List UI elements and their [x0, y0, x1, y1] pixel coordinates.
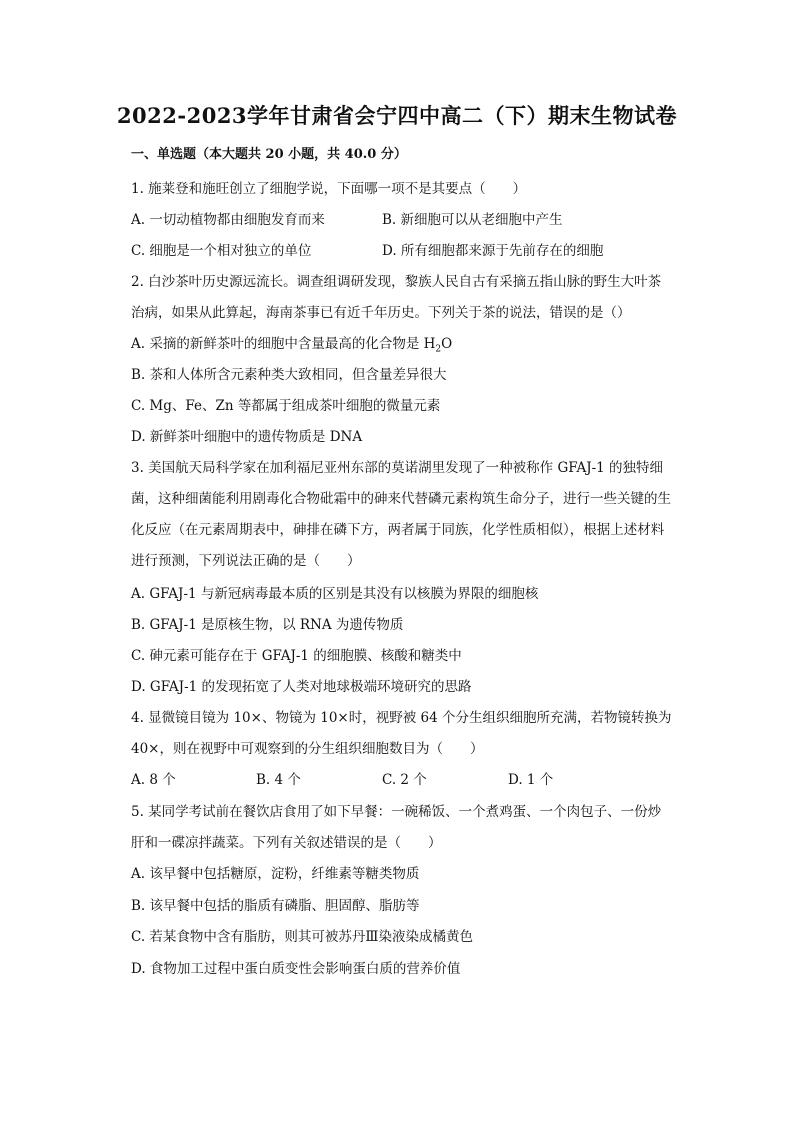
q2-option-a-text: A. 采摘的新鲜茶叶的细胞中含量最高的化合物是 H — [131, 336, 436, 352]
q5-option-a: A. 该早餐中包括糖原，淀粉，纤维素等糖类物质 — [131, 866, 420, 882]
q2-option-b: B. 茶和人体所含元素种类大致相同，但含量差异很大 — [131, 367, 447, 383]
q5-option-b: B. 该早餐中包括的脂质有磷脂、胆固醇、脂肪等 — [131, 898, 420, 914]
page-title: 2022-2023学年甘肃省会宁四中高二（下）期末生物试卷 — [116, 103, 678, 128]
q2-option-c: C. Mg、Fe、Zn 等都属于组成茶叶细胞的微量元素 — [131, 398, 441, 414]
q4-option-a: A. 8 个 — [131, 772, 176, 788]
q1-option-d: D. 所有细胞都来源于先前存在的细胞 — [382, 243, 604, 259]
q2-stem-line-2: 治病，如果从此算起，海南茶事已有近千年历史。下列关于茶的说法，错误的是（） — [131, 305, 631, 321]
q3-stem-line-4: 进行预测，下列说法正确的是（ ） — [131, 553, 361, 569]
q1-option-b: B. 新细胞可以从老细胞中产生 — [382, 212, 563, 228]
q4-option-c: C. 2 个 — [382, 772, 427, 788]
q4-option-d: D. 1 个 — [508, 772, 554, 788]
q2-stem-line-1: 2. 白沙茶叶历史源远流长。调查组调研发现，黎族人民自古有采摘五指山脉的野生大叶茶 — [131, 274, 662, 290]
q3-stem-line-2: 菌，这种细菌能利用剧毒化合物砒霜中的砷来代替磷元素构筑生命分子，进行一些关键的生 — [131, 491, 671, 507]
q1-stem: 1. 施莱登和施旺创立了细胞学说，下面哪一项不是其要点（ ） — [131, 181, 527, 197]
q4-stem-line-1: 4. 显微镜目镜为 10×、物镜为 10×时，视野被 64 个分生组织细胞所充满，若物镜转换为 — [131, 710, 672, 726]
q3-option-d: D. GFAJ-1 的发现拓宽了人类对地球极端环境研究的思路 — [131, 679, 472, 695]
q2-option-d: D. 新鲜茶叶细胞中的遗传物质是 DNA — [131, 429, 363, 445]
q3-stem-line-3: 化反应（在元素周期表中，砷排在磷下方，两者属于同族，化学性质相似），根据上述材料 — [131, 522, 665, 538]
q5-option-d: D. 食物加工过程中蛋白质变性会影响蛋白质的营养价值 — [131, 961, 461, 977]
q1-option-c: C. 细胞是一个相对独立的单位 — [131, 243, 312, 259]
q5-stem-line-2: 肝和一碟凉拌蔬菜。下列有关叙述错误的是（ ） — [131, 835, 442, 851]
q2-option-a-suffix: O — [441, 336, 453, 352]
q3-option-a: A. GFAJ-1 与新冠病毒最本质的区别是其没有以核膜为界限的细胞核 — [131, 586, 539, 602]
section-heading: 一、单选题（本大题共 20 小题，共 40.0 分） — [131, 147, 407, 162]
q4-stem-line-2: 40×，则在视野中可观察到的分生组织细胞数目为（ ） — [131, 741, 484, 757]
q2-option-a — [131, 332, 452, 355]
q3-stem-line-1: 3. 美国航天局科学家在加利福尼亚州东部的莫诺湖里发现了一种被称作 GFAJ-1 的独特细 — [131, 460, 664, 476]
q1-option-a: A. 一切动植物都由细胞发育而来 — [131, 212, 325, 228]
q2-option-a-subscript: 2 — [435, 344, 442, 355]
q3-option-b: B. GFAJ-1 是原核生物，以 RNA 为遗传物质 — [131, 617, 404, 633]
q4-option-b: B. 4 个 — [256, 772, 301, 788]
q3-option-c: C. 砷元素可能存在于 GFAJ-1 的细胞膜、核酸和糖类中 — [131, 648, 462, 664]
q5-stem-line-1: 5. 某同学考试前在餐饮店食用了如下早餐：一碗稀饭、一个煮鸡蛋、一个肉包子、一份炒 — [131, 804, 662, 820]
q5-option-c: C. 若某食物中含有脂肪，则其可被苏丹Ⅲ染液染成橘黄色 — [131, 929, 473, 945]
